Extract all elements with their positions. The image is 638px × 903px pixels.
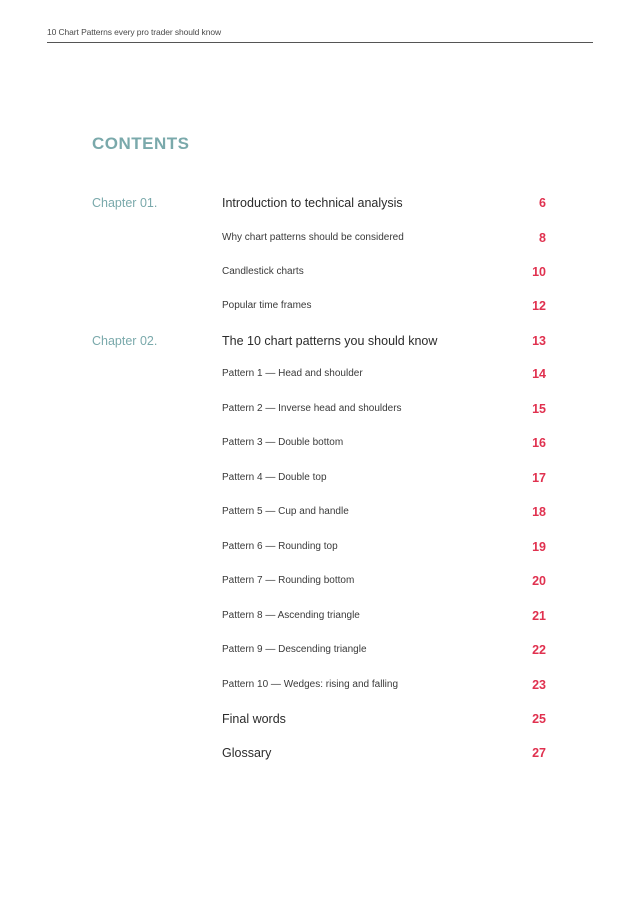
toc-page-number: 14: [532, 367, 546, 381]
toc-row-pattern-5[interactable]: [0, 502, 638, 522]
toc-entry-title[interactable]: Pattern 6 — Rounding top: [222, 541, 338, 552]
toc-entry-title[interactable]: Final words: [222, 712, 286, 726]
chapter-label: Chapter 02.: [92, 334, 158, 348]
toc-row-pattern-10[interactable]: [0, 675, 638, 695]
toc-page-number: 16: [532, 436, 546, 450]
toc-row-final-words[interactable]: [0, 709, 638, 729]
toc-page-number: 23: [532, 678, 546, 692]
toc-row-ten-patterns[interactable]: [0, 331, 638, 351]
toc-page-number: 6: [539, 196, 546, 210]
toc-page-number: 12: [532, 299, 546, 313]
toc-entry-title[interactable]: Why chart patterns should be considered: [222, 232, 404, 243]
toc-entry-title[interactable]: Introduction to technical analysis: [222, 196, 403, 210]
toc-row-pattern-6[interactable]: [0, 537, 638, 557]
toc-row-glossary[interactable]: [0, 743, 638, 763]
toc-page-number: 17: [532, 471, 546, 485]
toc-page-number: 15: [532, 402, 546, 416]
toc-entry-title[interactable]: Pattern 7 — Rounding bottom: [222, 575, 355, 586]
toc-entry-title[interactable]: Pattern 9 — Descending triangle: [222, 644, 367, 655]
chapter-label: Chapter 01.: [92, 196, 158, 210]
running-header: 10 Chart Patterns every pro trader should know: [47, 27, 221, 37]
toc-row-pattern-1[interactable]: [0, 364, 638, 384]
toc-entry-title[interactable]: Candlestick charts: [222, 266, 304, 277]
toc-row-intro[interactable]: [0, 193, 638, 213]
toc-page-number: 21: [532, 609, 546, 623]
toc-entry-title[interactable]: Pattern 10 — Wedges: rising and falling: [222, 679, 399, 690]
toc-page-number: 19: [532, 540, 546, 554]
toc-row-pattern-3[interactable]: [0, 433, 638, 453]
toc-entry-title[interactable]: Pattern 8 — Ascending triangle: [222, 610, 360, 621]
toc-entry-title[interactable]: Glossary: [222, 746, 272, 760]
toc-row-candlestick[interactable]: [0, 262, 638, 282]
contents-heading: CONTENTS: [92, 134, 190, 153]
toc-page-number: 18: [532, 505, 546, 519]
toc-entry-title[interactable]: Pattern 4 — Double top: [222, 472, 327, 483]
toc-entry-title[interactable]: Pattern 1 — Head and shoulder: [222, 368, 363, 379]
toc-entry-title[interactable]: Pattern 5 — Cup and handle: [222, 506, 349, 517]
toc-page-number: 8: [539, 231, 546, 245]
toc-entry-title[interactable]: Pattern 3 — Double bottom: [222, 437, 344, 448]
toc-row-pattern-7[interactable]: [0, 571, 638, 591]
toc-page-number: 27: [532, 746, 546, 760]
toc-entry-title[interactable]: The 10 chart patterns you should know: [222, 334, 438, 348]
toc-row-why-chart-patterns[interactable]: [0, 228, 638, 248]
toc-row-pattern-2[interactable]: [0, 399, 638, 419]
toc-row-pattern-4[interactable]: [0, 468, 638, 488]
toc-page-number: 20: [532, 574, 546, 588]
toc-row-pattern-9[interactable]: [0, 640, 638, 660]
toc-page-number: 10: [532, 265, 546, 279]
toc-page-number: 25: [532, 712, 546, 726]
toc-row-time-frames[interactable]: [0, 296, 638, 316]
toc-row-pattern-8[interactable]: [0, 606, 638, 626]
toc-page-number: 13: [532, 334, 546, 348]
toc-entry-title[interactable]: Pattern 2 — Inverse head and shoulders: [222, 403, 402, 414]
toc-page-number: 22: [532, 643, 546, 657]
toc-entry-title[interactable]: Popular time frames: [222, 300, 312, 311]
